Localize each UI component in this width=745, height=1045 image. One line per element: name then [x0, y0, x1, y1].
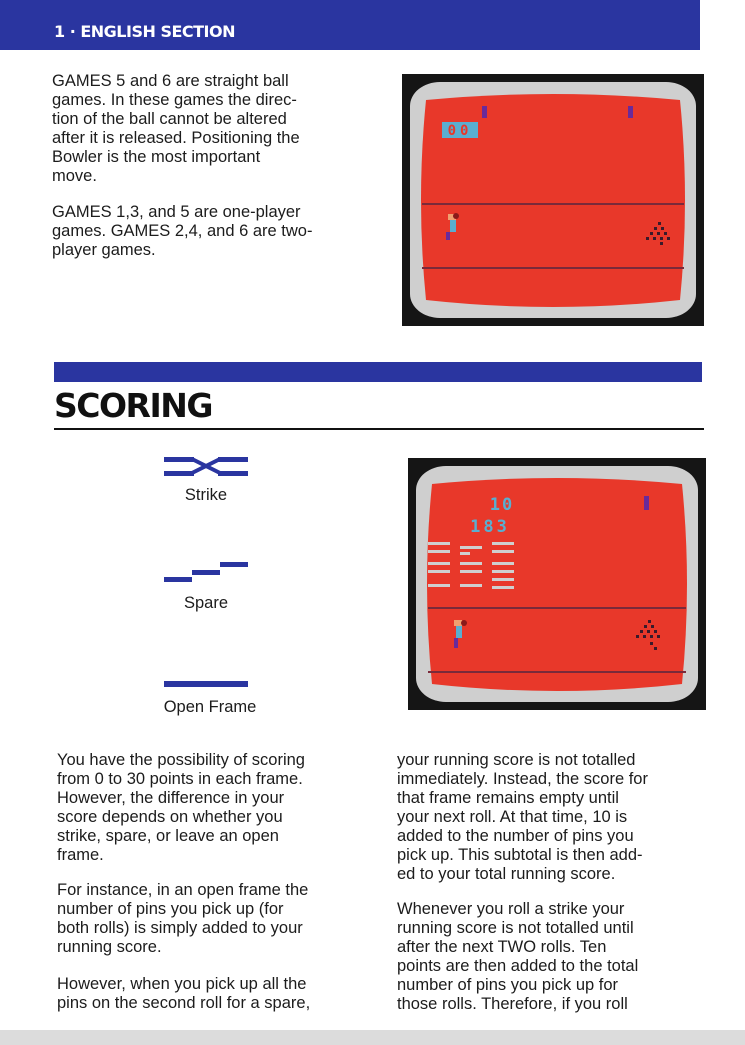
game-screenshot-2	[408, 458, 706, 710]
scoring-left-paragraph-1: You have the possibility of scoring from 0 to 30 points in each frame. However, the difference in your score depends on whether you strike, spare, or leave an open frame.	[57, 751, 305, 864]
total-score: 183	[470, 517, 510, 537]
intro-paragraph-1: GAMES 5 and 6 are straight ball games. In these games the direc- tion of the ball cannot be altered after it is released. Positioning the Bowler is the most important move.	[52, 72, 300, 185]
frame-number: 10	[489, 495, 515, 515]
scoring-left-paragraph-2: For instance, in an open frame the number of pins you pick up (for both rolls) is simply added to your running score.	[57, 881, 309, 956]
strike-symbol-icon	[164, 455, 248, 479]
player-marker	[644, 496, 649, 510]
strike-label: Strike	[184, 486, 228, 504]
score-digits: 00	[447, 123, 473, 139]
scoring-right-paragraph-1: your running score is not totalled immediately. Instead, the score for that frame remains empty until your next roll. At that time, 10 is added to the number of pins you pick up. This subtotal is then add- ed to your total running score.	[397, 751, 648, 883]
bowling-lane-screen-1	[410, 82, 696, 318]
bowler-body	[456, 626, 462, 638]
intro-paragraph-2: GAMES 1,3, and 5 are one-player games. GAMES 2,4, and 6 are two- player games.	[52, 203, 313, 259]
bowling-ball	[461, 620, 467, 626]
spare-label: Spare	[183, 594, 229, 612]
scoring-left-paragraph-3: However, when you pick up all the pins on the second roll for a spare,	[57, 975, 311, 1012]
section-title-scoring: SCORING	[54, 386, 212, 425]
spare-symbol-icon	[164, 560, 248, 584]
bowling-lane-screen-2	[416, 466, 698, 702]
bowler-head	[454, 620, 462, 626]
bowling-ball	[453, 213, 459, 219]
section-bar	[54, 362, 702, 382]
game-screenshot-1	[402, 74, 704, 326]
bowler-leg	[454, 638, 458, 648]
player-marker-1	[482, 106, 487, 118]
open-frame-symbol-icon	[164, 680, 248, 690]
page-bottom-band	[0, 1030, 745, 1045]
section-rule	[54, 428, 704, 430]
open-frame-label: Open Frame	[163, 698, 257, 716]
bowler-leg	[446, 232, 450, 240]
player-marker-2	[628, 106, 633, 118]
scoring-right-paragraph-2: Whenever you roll a strike your running score is not totalled until after the next TWO rolls. Ten points are then added to the total number of pins you pick up for those rolls. Therefore, if you roll	[397, 900, 639, 1013]
bowler-body	[450, 220, 456, 232]
section-header-label: 1 · ENGLISH SECTION	[54, 22, 235, 41]
